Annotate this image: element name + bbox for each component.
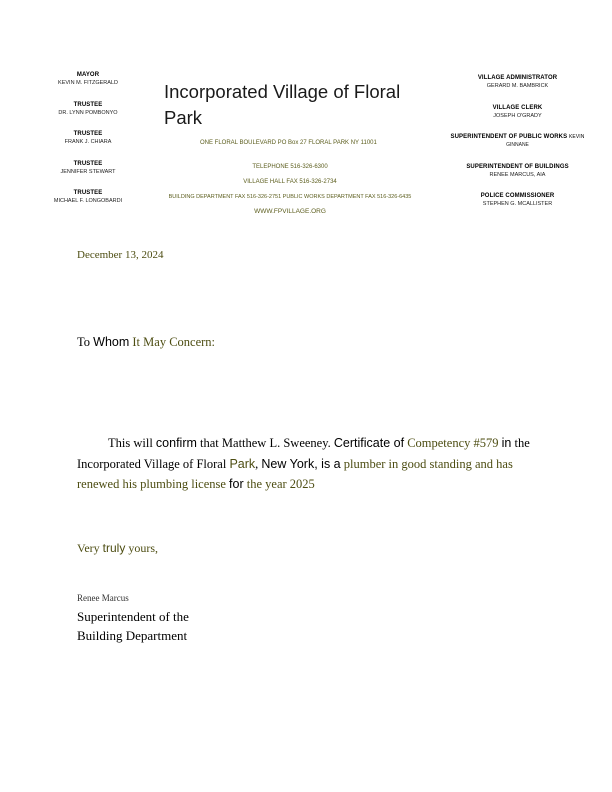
telephone-line: TELEPHONE 516-326-6300 [252,164,328,170]
official-name: JENNIFER STEWART [60,168,116,175]
official-role: TRUSTEE [73,160,103,167]
official-name: GINNANE [506,142,529,148]
official-role: MAYOR [76,72,100,78]
official-trustee [38,160,138,190]
body-part: Certificate of [333,436,405,450]
official-name: GERARD M. BAMBRICK [486,83,549,89]
letter-date: December 13, 2024 [77,249,164,261]
official-name: MICHAEL F. LONGOBARDI [53,198,123,204]
letter-body [77,433,547,495]
official-role: VILLAGE CLERK [492,104,543,111]
official-police [440,192,595,222]
official-role-suffix: KEVIN [568,134,585,140]
official-trustee [38,189,138,219]
signer-title [77,607,277,645]
letter-closing [77,541,158,556]
department-fax-line: BUILDING DEPARTMENT FAX 516-326-2751 PUBLIC WORKS DEPARTMENT FAX 516-326-6435 [168,194,412,200]
address-line: ONE FLORAL BOULEVARD PO Box 27 FLORAL PARK NY 11001 [200,140,377,146]
official-administrator [440,74,595,104]
right-officials-column [440,74,595,222]
official-name: RENEE MARCUS, AIA [489,171,546,178]
body-part: , is a [314,456,341,471]
signer-name: Renee Marcus [77,593,129,603]
letter-greeting [77,335,215,350]
official-name: DR. LYNN POMBONYO [58,109,118,116]
official-name: STEPHEN G. MCALLISTER [482,201,553,207]
body-part: plumber in good standing and has renewed his plumbing license [77,456,513,491]
body-part: Competency #579 [404,436,502,450]
official-role: POLICE COMMISSIONER [480,193,555,199]
signer-title-line: Superintendent of the [77,609,189,624]
fax-line: VILLAGE HALL FAX 516-326-2734 [243,179,337,185]
official-name: FRANK J. CHIARA [64,139,112,145]
greeting-part: Whom [93,335,130,349]
body-part: New York [261,456,315,471]
official-trustee [38,130,138,160]
body-part: Park [229,456,256,471]
body-part: that Matthew L. Sweeney. [196,436,334,450]
official-mayor [38,71,138,101]
village-title: Incorporated Village of Floral Park [164,81,401,128]
official-public-works [440,133,595,163]
greeting-part: It May Concern: [129,335,216,349]
body-part: the Incorporated Village of Floral [77,436,530,471]
official-role: TRUSTEE [73,101,103,108]
official-role [440,133,595,141]
website-link[interactable]: WWW.FPVILLAGE.ORG [254,208,326,215]
closing-part: yours, [125,541,159,555]
signer-title-line: Building Department [77,628,188,643]
official-role: TRUSTEE [73,190,103,196]
greeting-part: To [77,335,94,349]
official-role-text: SUPERINTENDENT OF PUBLIC WORKS [450,134,568,140]
closing-part: Very [77,541,103,555]
body-part: in [501,436,512,450]
body-part: confirm [155,436,197,450]
official-clerk [440,104,595,134]
left-officials-column [38,71,138,219]
official-trustee [38,101,138,131]
official-role: SUPERINTENDENT OF BUILDINGS [466,163,569,170]
official-name: KEVIN M. FITZGERALD [58,80,118,86]
body-part: , [255,456,262,471]
body-part: This will [108,436,156,450]
closing-part: truly [102,541,126,555]
official-role: TRUSTEE [73,131,103,137]
body-part: the year 2025 [243,477,315,491]
body-part: for [229,477,244,491]
official-role: VILLAGE ADMINISTRATOR [477,75,558,81]
official-buildings [440,163,595,193]
official-name: JOSEPH O'GRADY [493,112,542,119]
